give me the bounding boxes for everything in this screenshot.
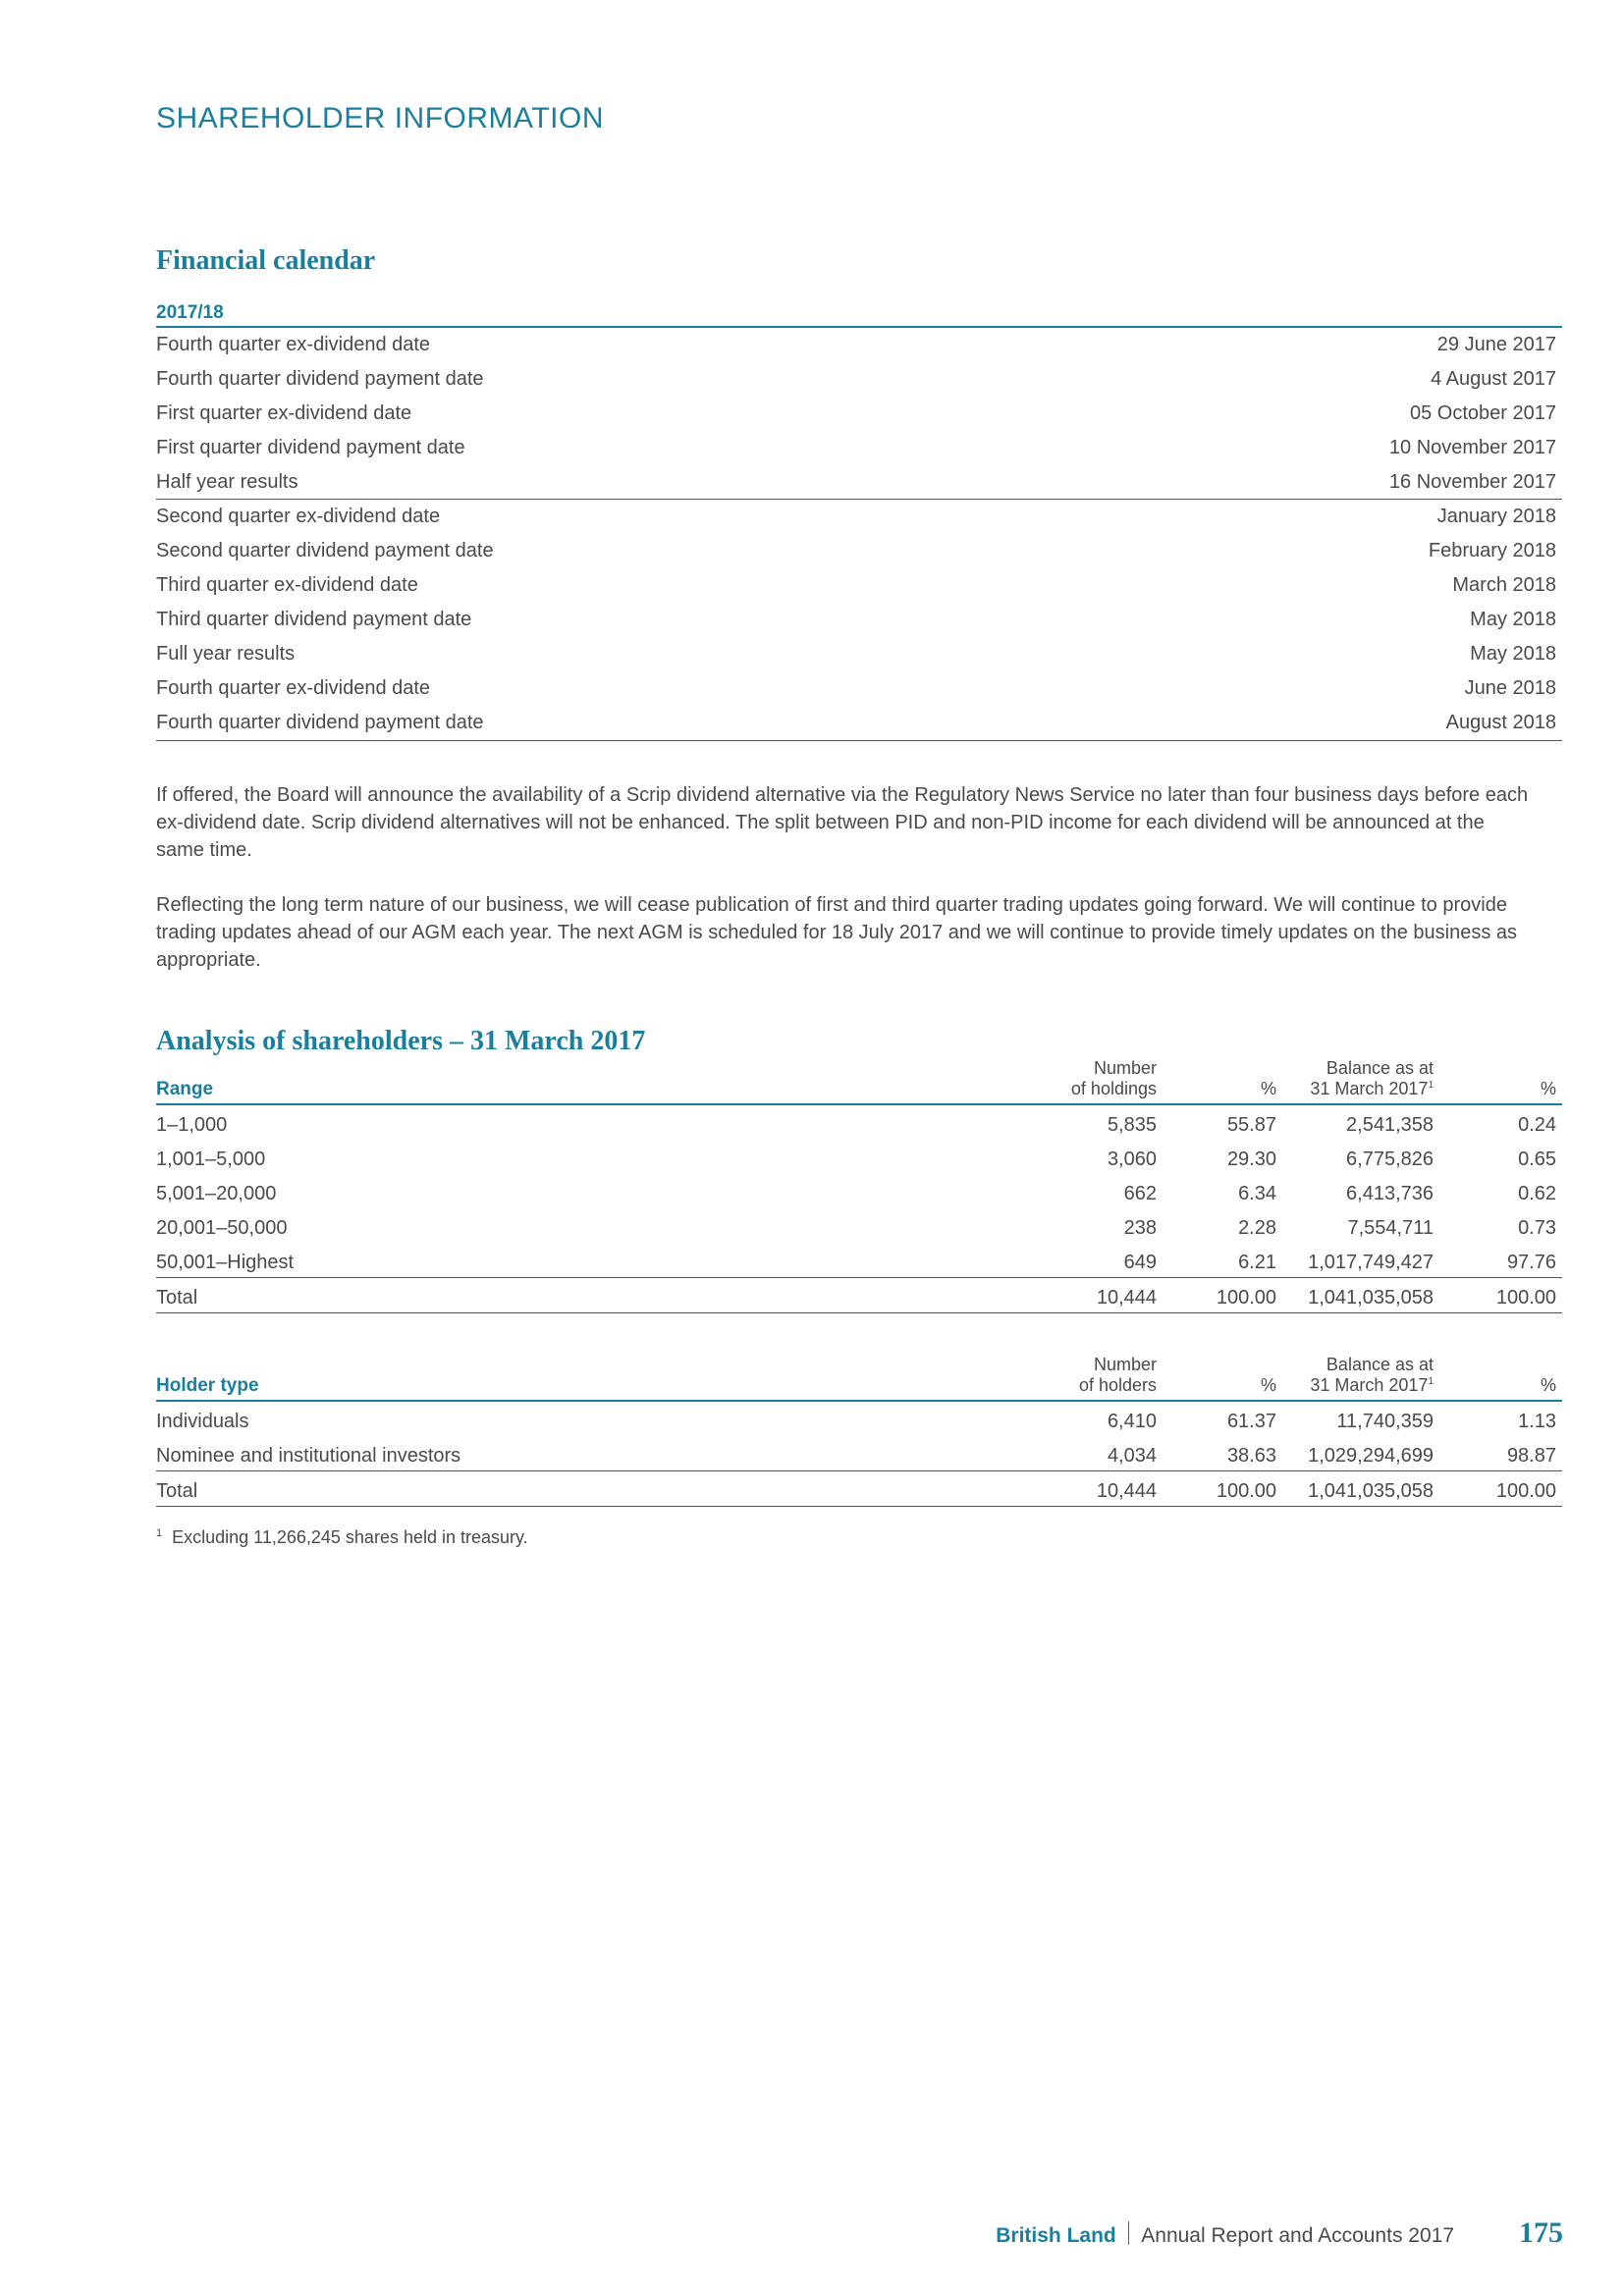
calendar-row (156, 431, 1562, 465)
financial-calendar-title: Financial calendar (156, 245, 376, 276)
calendar-row (156, 397, 1562, 431)
cell-count: 3,060 (1107, 1148, 1157, 1170)
calendar-row (156, 706, 1562, 741)
holder-row (156, 1401, 1562, 1436)
balance-percent-header: % (1439, 1355, 1562, 1401)
cell-balance: 1,029,294,699 (1308, 1445, 1434, 1467)
cell-balance: 11,740,359 (1336, 1411, 1434, 1432)
cell-count-percent: 61.37 (1226, 1411, 1276, 1432)
cell-label: 5,001–20,000 (156, 1183, 277, 1204)
range-row (156, 1140, 1562, 1174)
calendar-row-date: 29 June 2017 (1436, 333, 1556, 355)
report-title: Annual Report and Accounts 2017 (1141, 2224, 1454, 2247)
total-balance: 1,041,035,058 (1282, 1278, 1439, 1313)
page-footer (996, 2216, 1563, 2250)
total-row (156, 1278, 1562, 1313)
range-table-header (156, 1058, 1562, 1104)
calendar-row-label: Fourth quarter ex-dividend date (156, 333, 431, 355)
total-count-percent: 100.00 (1163, 1471, 1282, 1507)
calendar-row-label: Third quarter dividend payment date (156, 609, 472, 631)
cell-balance: 2,541,358 (1346, 1114, 1434, 1136)
holder-type-header: Holder type (156, 1355, 1020, 1401)
holder-type-table (156, 1355, 1562, 1507)
cell-label: Individuals (156, 1411, 249, 1432)
calendar-row (156, 568, 1562, 603)
footnote: $^1$ Excluding 11,266,245 shares held in treasury. (156, 1527, 528, 1547)
total-count-percent: 100.00 (1163, 1278, 1282, 1313)
cell-count-percent: 55.87 (1226, 1114, 1276, 1136)
cell-count: 4,034 (1107, 1445, 1157, 1467)
balance-percent-header: % (1439, 1058, 1562, 1104)
calendar-row (156, 603, 1562, 637)
calendar-row-date: 16 November 2017 (1388, 470, 1556, 493)
cell-count: 5,835 (1107, 1114, 1157, 1136)
total-balance-percent: 100.00 (1439, 1278, 1562, 1313)
cell-balance-percent: 0.24 (1518, 1114, 1556, 1136)
calendar-row (156, 328, 1562, 362)
calendar-year-label: 2017/18 (156, 300, 1562, 328)
calendar-row (156, 534, 1562, 568)
cell-label: 1,001–5,000 (156, 1148, 266, 1170)
cell-count: 6,410 (1107, 1411, 1157, 1432)
cell-count-percent: 29.30 (1226, 1148, 1276, 1170)
cell-count-percent: 2.28 (1238, 1217, 1276, 1239)
range-row (156, 1104, 1562, 1140)
holdings-header: Number of holdings (1020, 1058, 1163, 1104)
holders-header: Number of holders (1020, 1355, 1163, 1401)
calendar-row-label: First quarter ex-dividend date (156, 401, 412, 424)
cell-balance-percent: 97.76 (1506, 1252, 1556, 1273)
cell-balance: 6,413,736 (1346, 1183, 1434, 1204)
calendar-row-label: First quarter dividend payment date (156, 436, 465, 458)
percent-header: % (1163, 1355, 1282, 1401)
cell-count: 649 (1123, 1252, 1157, 1273)
page-header: SHAREHOLDER INFORMATION (156, 102, 604, 134)
cell-balance-percent: 98.87 (1506, 1445, 1556, 1467)
cell-balance-percent: 1.13 (1518, 1411, 1556, 1432)
calendar-row (156, 671, 1562, 706)
brand-name: British Land (996, 2224, 1116, 2247)
calendar-row (156, 637, 1562, 671)
cell-balance: 7,554,711 (1347, 1217, 1434, 1239)
cell-label: Nominee and institutional investors (156, 1445, 461, 1467)
calendar-row-label: Fourth quarter dividend payment date (156, 367, 484, 390)
total-balance: 1,041,035,058 (1282, 1471, 1439, 1507)
cell-count-percent: 6.34 (1238, 1183, 1276, 1204)
calendar-row-date: March 2018 (1452, 574, 1556, 597)
total-row (156, 1471, 1562, 1507)
total-label: Total (156, 1278, 1020, 1313)
total-count: 10,444 (1020, 1278, 1163, 1313)
holder-row (156, 1436, 1562, 1471)
range-header: Range (156, 1058, 1020, 1104)
range-row (156, 1208, 1562, 1243)
total-label: Total (156, 1471, 1020, 1507)
cell-count-percent: 38.63 (1226, 1445, 1276, 1467)
cell-balance-percent: 0.65 (1518, 1148, 1556, 1170)
cell-count: 238 (1123, 1217, 1157, 1239)
calendar-row-label: Third quarter ex-dividend date (156, 574, 418, 597)
page-number: 175 (1519, 2216, 1563, 2249)
cell-balance: 1,017,749,427 (1308, 1252, 1434, 1273)
cell-balance-percent: 0.62 (1518, 1183, 1556, 1204)
balance-header: Balance as at 31 March 2017$^1$ (1282, 1355, 1439, 1401)
calendar-row-label: Half year results (156, 470, 298, 493)
total-balance-percent: 100.00 (1439, 1471, 1562, 1507)
total-count: 10,444 (1020, 1471, 1163, 1507)
scrip-dividend-paragraph: If offered, the Board will announce the availability of a Scrip dividend alternative via the Regulatory News Service no later than four business days before each ex-dividend date. Scrip dividend alternatives will not be enhanced. The split between PID and non-PID income for each dividend will be announced at the same time. (156, 784, 1529, 861)
calendar-row-date: January 2018 (1436, 506, 1556, 528)
calendar-row (156, 465, 1562, 501)
calendar-row-label: Fourth quarter dividend payment date (156, 711, 484, 733)
calendar-row-date: August 2018 (1445, 711, 1556, 733)
cell-balance-percent: 0.73 (1518, 1217, 1556, 1239)
cell-label: 1–1,000 (156, 1114, 228, 1136)
calendar-row (156, 362, 1562, 397)
calendar-row-date: June 2018 (1464, 676, 1556, 699)
calendar-row-date: May 2018 (1470, 609, 1556, 631)
footer-divider (1128, 2221, 1130, 2245)
calendar-row-label: Fourth quarter ex-dividend date (156, 676, 431, 699)
cell-count-percent: 6.21 (1238, 1252, 1276, 1273)
percent-header: % (1163, 1058, 1282, 1104)
cell-balance: 6,775,826 (1346, 1148, 1434, 1170)
cell-label: 20,001–50,000 (156, 1217, 288, 1239)
calendar-row-date: May 2018 (1470, 643, 1556, 665)
holder-table-header (156, 1355, 1562, 1401)
calendar-row-label: Full year results (156, 643, 296, 665)
calendar-row (156, 500, 1562, 534)
calendar-row-label: Second quarter dividend payment date (156, 540, 494, 562)
calendar-row-date: February 2018 (1428, 540, 1556, 562)
range-row (156, 1174, 1562, 1208)
balance-header: Balance as at 31 March 2017$^1$ (1282, 1058, 1439, 1104)
range-table (156, 1058, 1562, 1313)
calendar-row-label: Second quarter ex-dividend date (156, 506, 441, 528)
calendar-row-date: 05 October 2017 (1410, 401, 1556, 424)
financial-calendar-table (156, 300, 1562, 741)
range-row (156, 1243, 1562, 1278)
trading-updates-paragraph: Reflecting the long term nature of our business, we will cease publication of first and third quarter trading updates going forward. We will continue to provide trading updates ahead of our AGM each year. The next AGM is scheduled for 18 July 2017 and we will continue to provide timely updates on the business as appropriate. (156, 894, 1518, 971)
calendar-row-date: 4 August 2017 (1431, 367, 1556, 390)
calendar-row-date: 10 November 2017 (1388, 436, 1556, 458)
cell-label: 50,001–Highest (156, 1252, 295, 1273)
cell-count: 662 (1123, 1183, 1157, 1204)
analysis-title: Analysis of shareholders – 31 March 2017 (156, 1026, 646, 1056)
